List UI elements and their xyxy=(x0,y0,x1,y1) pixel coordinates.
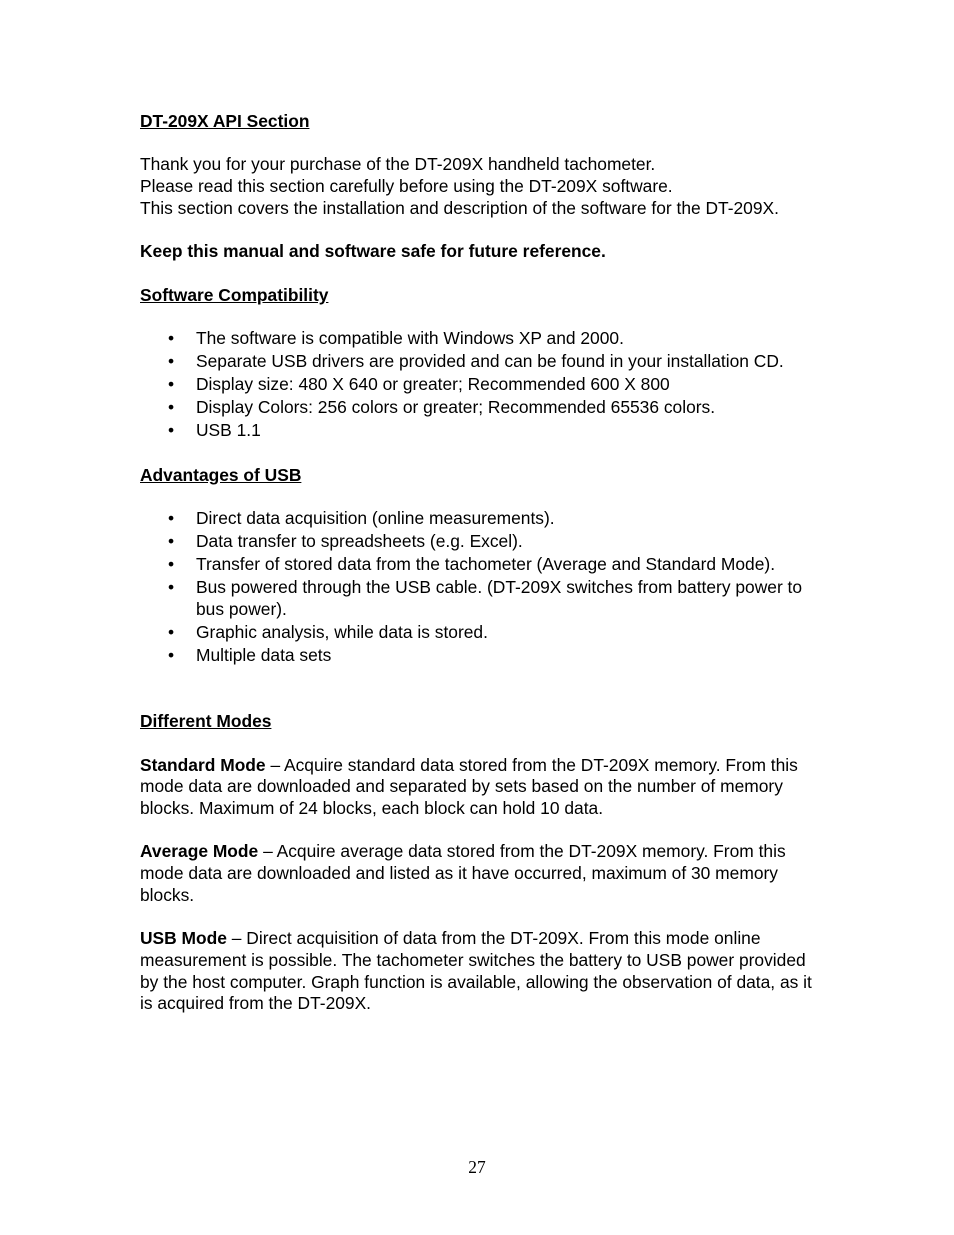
bullet-icon: • xyxy=(168,373,175,394)
document-page xyxy=(140,111,820,1015)
mode-description: – Acquire standard data stored from the DT-209X memory. From this mode data are downloaded and separated by sets based on the number of memory blocks. Maximum of 24 blocks, each block can hold 10 data. xyxy=(140,754,798,818)
intro-line-3: This section covers the installation and description of the software for the DT-209X. xyxy=(140,197,779,218)
bullet-icon: • xyxy=(168,554,175,575)
bullet-icon: • xyxy=(168,419,175,440)
advantages-heading: Advantages of USB xyxy=(140,464,302,485)
spacer xyxy=(140,443,820,465)
spacer xyxy=(140,733,820,755)
list-item xyxy=(140,508,820,530)
list-item-text: Display Colors: 256 colors or greater; Recommended 65536 colors. xyxy=(196,396,716,417)
mode-name: Average Mode xyxy=(140,841,259,862)
list-item-text: Graphic analysis, while data is stored. xyxy=(196,621,488,642)
bullet-icon: • xyxy=(168,531,175,552)
notice-text: Keep this manual and software safe for future reference. xyxy=(140,241,606,262)
list-item xyxy=(140,420,820,442)
list-item xyxy=(140,351,820,373)
spacer xyxy=(140,906,820,928)
spacer xyxy=(140,133,820,155)
compatibility-heading: Software Compatibility xyxy=(140,284,329,305)
average-mode-paragraph xyxy=(140,841,820,906)
list-item xyxy=(140,554,820,576)
list-item xyxy=(140,622,820,644)
advantages-list xyxy=(140,508,820,666)
bullet-icon: • xyxy=(168,396,175,417)
list-item-text: Transfer of stored data from the tachometer (Average and Standard Mode). xyxy=(196,554,776,575)
bullet-icon: • xyxy=(168,350,175,371)
intro-line-2: Please read this section carefully before using the DT-209X software. xyxy=(140,176,673,197)
list-item xyxy=(140,374,820,396)
list-item-text: The software is compatible with Windows XP and 2000. xyxy=(196,327,624,348)
mode-name: USB Mode xyxy=(140,928,227,949)
spacer xyxy=(140,820,820,842)
bullet-icon: • xyxy=(168,621,175,642)
bullet-icon: • xyxy=(168,577,175,598)
list-item xyxy=(140,531,820,553)
standard-mode-paragraph xyxy=(140,755,820,820)
list-item xyxy=(140,397,820,419)
spacer xyxy=(140,689,820,711)
list-item-text: Data transfer to spreadsheets (e.g. Excel). xyxy=(196,531,523,552)
page-number: 27 xyxy=(468,1157,486,1177)
mode-description: – Acquire average data stored from the DT-209X memory. From this mode data are downloaded and listed as it have occurred, maximum of 30 memory blocks. xyxy=(140,841,786,905)
list-item-text: Bus powered through the USB cable. (DT-209X switches from battery power to bus power). xyxy=(196,577,803,619)
compatibility-list xyxy=(140,328,820,442)
intro-paragraph xyxy=(140,154,820,219)
mode-name: Standard Mode xyxy=(140,754,266,775)
usb-mode-paragraph xyxy=(140,928,820,1015)
bullet-icon: • xyxy=(168,327,175,348)
list-item-text: Display size: 480 X 640 or greater; Recommended 600 X 800 xyxy=(196,373,670,394)
spacer xyxy=(140,668,820,690)
spacer xyxy=(140,220,820,242)
list-item-text: Direct data acquisition (online measurements). xyxy=(196,508,555,529)
section-title: DT-209X API Section xyxy=(140,111,310,131)
list-item xyxy=(140,328,820,350)
list-item xyxy=(140,645,820,667)
intro-line-1: Thank you for your purchase of the DT-209X handheld tachometer. xyxy=(140,154,656,175)
list-item xyxy=(140,577,820,620)
bullet-icon: • xyxy=(168,508,175,529)
mode-description: – Direct acquisition of data from the DT-209X. From this mode online measurement is possible. The tachometer switches the battery to USB power provided by the host computer. Graph function is available, allowing the observation of data, as it is acquired from the DT-209X. xyxy=(140,928,812,1014)
spacer xyxy=(140,263,820,285)
list-item-text: USB 1.1 xyxy=(196,419,261,440)
modes-heading: Different Modes xyxy=(140,711,272,732)
spacer xyxy=(140,306,820,328)
list-item-text: Separate USB drivers are provided and can be found in your installation CD. xyxy=(196,350,784,371)
list-item-text: Multiple data sets xyxy=(196,644,332,665)
spacer xyxy=(140,486,820,508)
bullet-icon: • xyxy=(168,644,175,665)
